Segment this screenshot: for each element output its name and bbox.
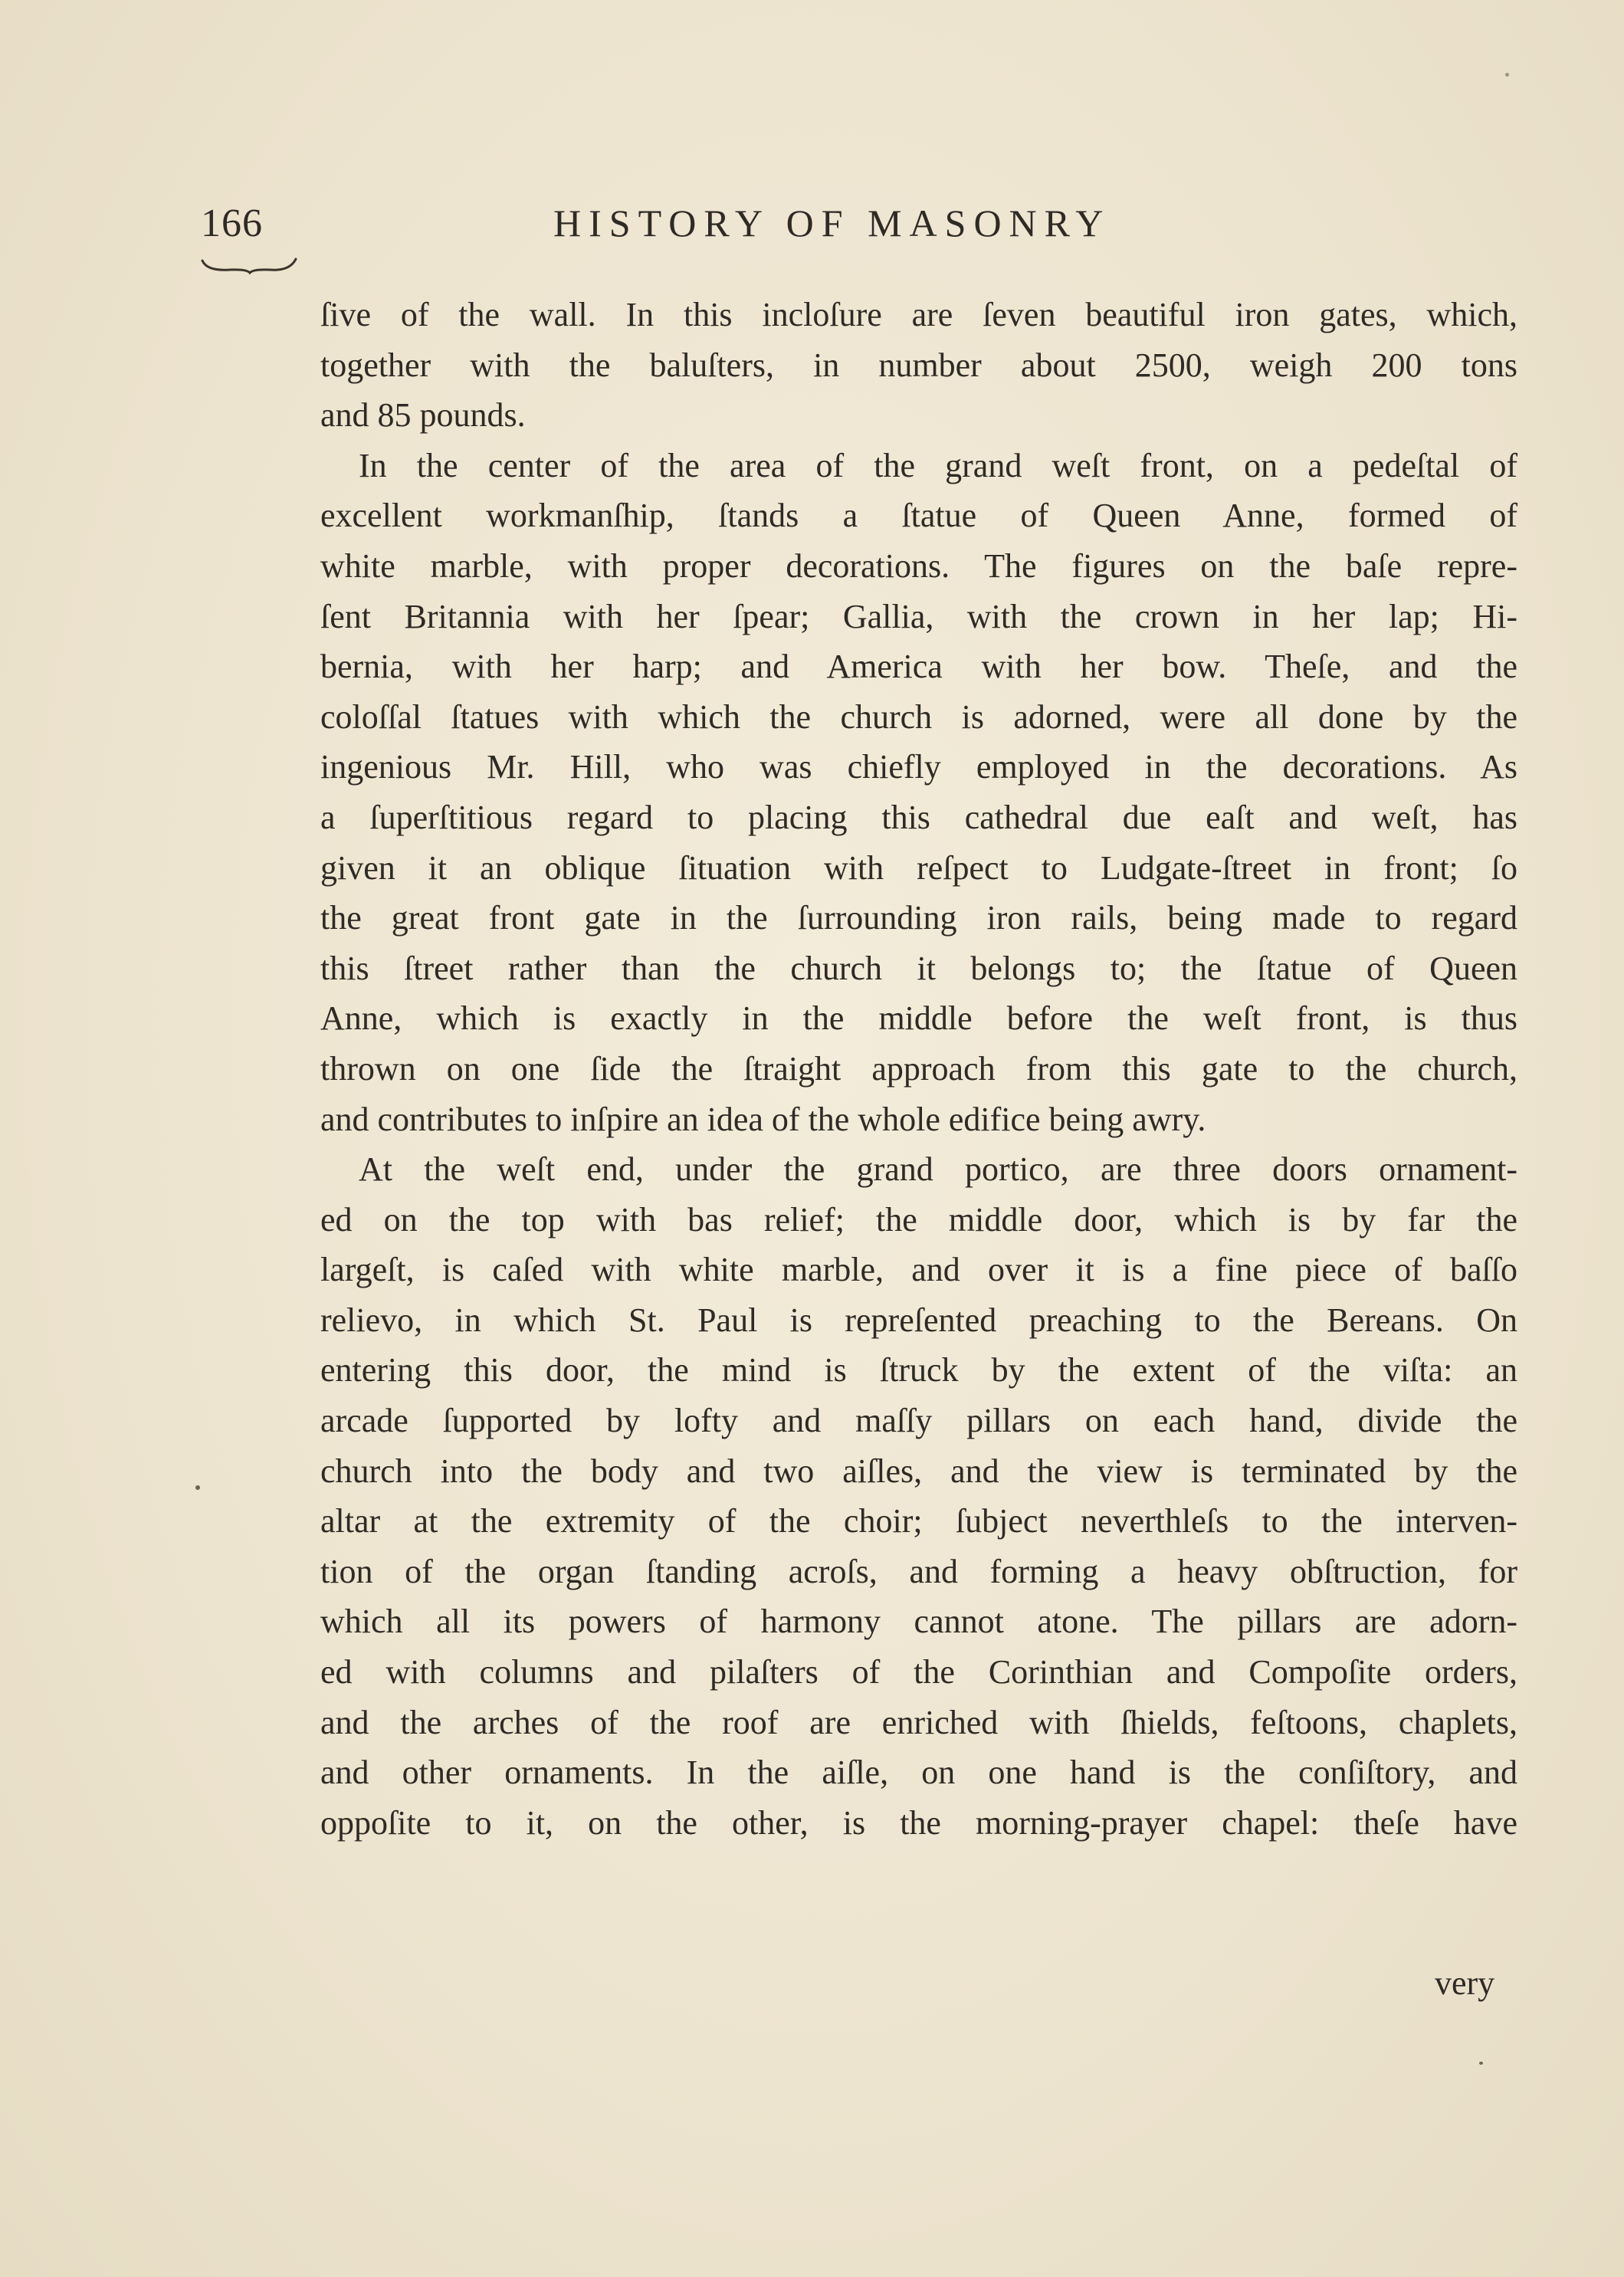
- text-line: a ſuperſtitious regard to placing this cathedral due eaſt and weſt, has: [320, 798, 1517, 836]
- text-line: coloſſal ſtatues with which the church is adorned, were all done by the: [320, 697, 1517, 736]
- text-line: entering this door, the mind is ſtruck by the extent of the viſta: an: [320, 1351, 1517, 1389]
- page-number: 166: [201, 202, 263, 245]
- text-line: ſive of the wall. In this incloſure are ſeven beautiful iron gates, which,: [320, 296, 1517, 333]
- text-line: excellent workmanſhip, ſtands a ſtatue of Queen Anne, formed of: [320, 497, 1517, 535]
- text-line: the great front gate in the ſurrounding iron rails, being made to regard: [320, 899, 1517, 937]
- text-line: oppoſite to it, on the other, is the morning-prayer chapel: theſe have: [320, 1803, 1517, 1842]
- text-line: together with the baluſters, in number about 2500, weigh 200 tons: [320, 346, 1517, 384]
- page-header: [193, 201, 1301, 262]
- text-line: and 85 pounds.: [320, 396, 526, 435]
- text-line: At the weſt end, under the grand portico, are three doors ornament-: [359, 1150, 1517, 1189]
- text-line: altar at the extremity of the choir; ſubject neverthleſs to the interven-: [320, 1502, 1517, 1540]
- body-text: [320, 290, 1517, 1848]
- text-line: white marble, with proper decorations. The figures on the baſe repre-: [320, 546, 1517, 585]
- text-line: given it an oblique ſituation with reſpect to Ludgate-ſtreet in front; ſo: [320, 848, 1517, 887]
- text-line: tion of the organ ſtanding acroſs, and forming a heavy obſtruction, for: [320, 1552, 1517, 1590]
- catchword: very: [1435, 1964, 1495, 2002]
- text-line: Anne, which is exactly in the middle before the weſt front, is thus: [320, 999, 1517, 1038]
- text-line: ſent Britannia with her ſpear; Gallia, with the crown in her lap; Hi-: [320, 597, 1517, 635]
- text-line: thrown on one ſide the ſtraight approach from this gate to the church,: [320, 1049, 1517, 1088]
- paper-speck: [1479, 2062, 1483, 2065]
- text-line: arcade ſupported by lofty and maſſy pillars on each hand, divide the: [320, 1402, 1517, 1440]
- text-line: and contributes to inſpire an idea of the whole edifice being awry.: [320, 1100, 1206, 1138]
- text-line: In the center of the area of the grand weſt front, on a pedeſtal of: [359, 446, 1517, 484]
- text-line: and other ornaments. In the aiſle, on one hand is the conſiſtory, and: [320, 1754, 1517, 1792]
- text-line: bernia, with her harp; and America with her bow. Theſe, and the: [320, 648, 1517, 686]
- text-line: largeſt, is caſed with white marble, and over it is a fine piece of baſſo: [320, 1251, 1517, 1289]
- text-line: ingenious Mr. Hill, who was chiefly employed in the decorations. As: [320, 748, 1517, 786]
- text-line: and the arches of the roof are enriched with ſhields, feſtoons, chaplets,: [320, 1703, 1517, 1741]
- text-line: this ſtreet rather than the church it belongs to; the ſtatue of Queen: [320, 949, 1517, 987]
- paper-speck: [1505, 73, 1509, 77]
- running-title: HISTORY OF MASONRY: [553, 202, 1111, 244]
- header-flourish-icon: [199, 253, 299, 276]
- text-line: church into the body and two aiſles, and the view is terminated by the: [320, 1452, 1517, 1490]
- text-line: relievo, in which St. Paul is repreſented preaching to the Bereans. On: [320, 1301, 1517, 1339]
- paper-speck: [195, 1485, 200, 1490]
- text-line: ed with columns and pilaſters of the Corinthian and Compoſite orders,: [320, 1653, 1517, 1691]
- text-line: which all its powers of harmony cannot atone. The pillars are adorn-: [320, 1603, 1517, 1641]
- text-line: ed on the top with bas relief; the middle door, which is by far the: [320, 1200, 1517, 1239]
